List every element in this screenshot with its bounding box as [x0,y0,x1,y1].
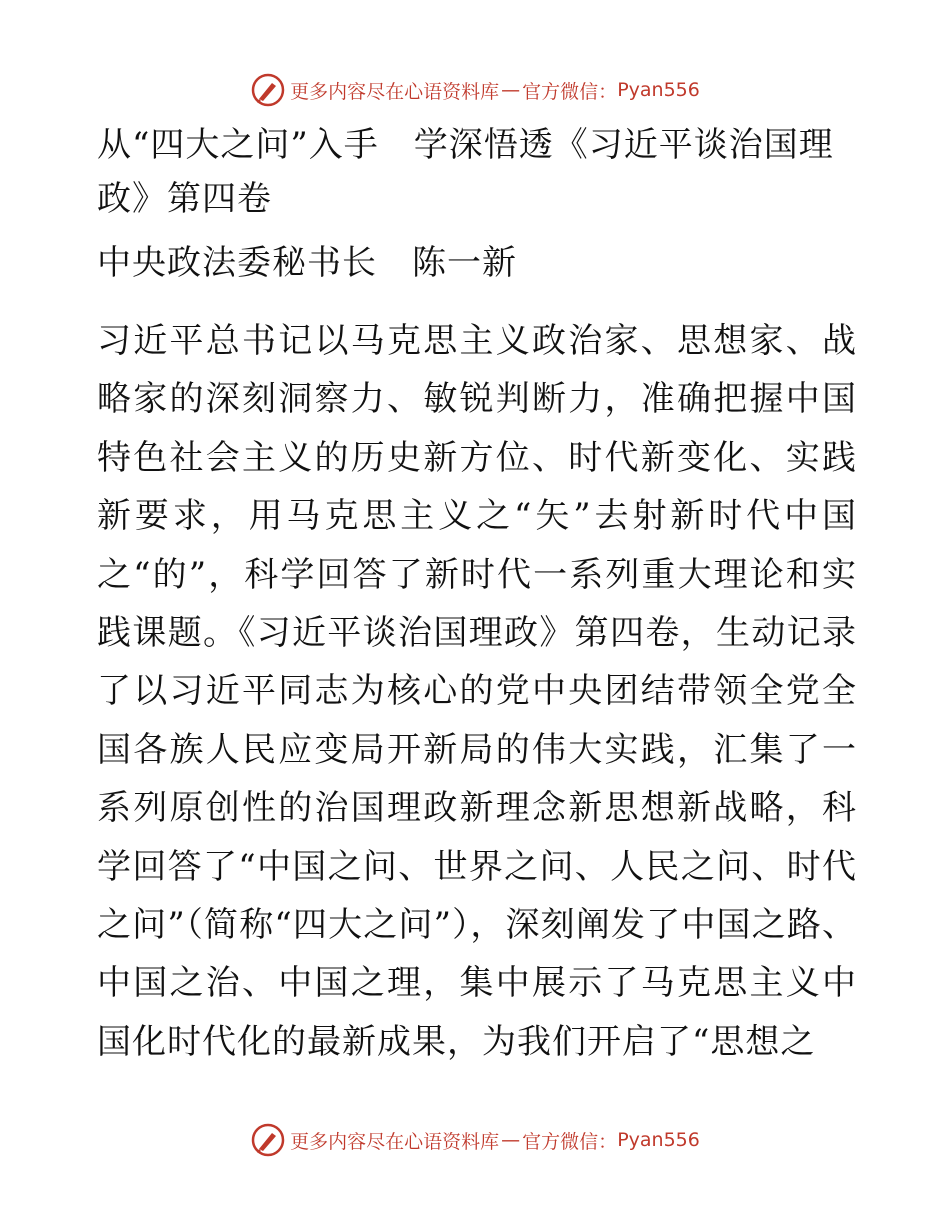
banner-separator: — [501,1129,521,1151]
banner-separator: — [501,79,521,101]
pen-logo-icon [250,1122,286,1158]
footer-watermark-banner [0,1120,950,1160]
banner-wechat-label: 官方微信： [522,1130,618,1153]
body-paragraph: 习近平总书记以马克思主义政治家、思想家、战略家的深刻洞察力、敏锐判断力，准确把握中国特色社会主义的历史新方位、时代新变化、实践新要求，用马克思主义之“矢”去射新时代中国之“的”，科学回答了新时代一系列重大理论和实践课题。《习近平谈治国理政》第四卷，生动记录了以习近平同志为核心的党中央团结带领全党全国各族人民应变局开新局的伟大实践，汇集了一系列原创性的治国理政新理念新思想新战略，科学回答了“中国之问、世界之问、人民之问、时代之问”（简称“四大之问”），深刻阐发了中国之路、中国之治、中国之理，集中展示了马克思主义中国化时代化的最新成果，为我们开启了“思想之 [97,321,857,1062]
banner-text: 更多内容尽在心语资料库 [290,1130,500,1153]
author-line: 中央政法委秘书长 陈一新 [97,243,517,283]
header-watermark-banner [0,70,950,110]
document-body [97,118,857,1071]
banner-wechat-id: Pyan556 [617,1129,700,1151]
pen-logo-icon [250,72,286,108]
banner-wechat-id: Pyan556 [617,79,700,101]
banner-text: 更多内容尽在心语资料库 [290,80,500,103]
banner-wechat-label: 官方微信： [522,80,618,103]
page-title: 从“四大之问”入手 学深悟透《习近平谈治国理政》第四卷 [97,125,834,219]
